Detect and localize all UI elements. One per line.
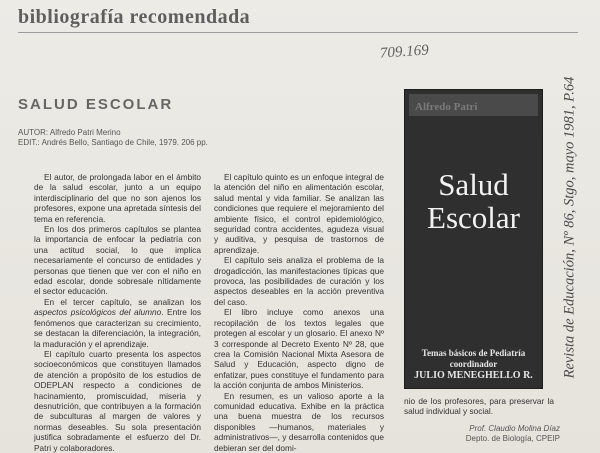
cover-editor: JULIO MENEGHELLO R. bbox=[414, 370, 533, 381]
cover-subtitle-block bbox=[407, 348, 540, 381]
paragraph: En resumen, es un valioso aporte a la comunidad educativa. Exhibe en la práctica una buena muestra de los recursos disponibles —humanos, materiales y administrativos—, y desarrolla contenidos que debieran ser del domi- bbox=[214, 390, 384, 453]
paragraph-text: En el tercer capítulo, se analizan los bbox=[44, 296, 201, 307]
edition-line: EDIT.: Andrés Bello, Santiago de Chile, 1979. 206 pp. bbox=[18, 138, 208, 147]
paragraph: El capítulo quinto es un enfoque integral de la atención del niño en alimentación escolar, salud mental y vida familiar. Se analizan las condiciones que requiere el mejoramiento del ambiente físico, el control epidemiológico, seguridad contra accidentes, agudeza visual y auditiva, y pesquisa de trastornos de aprendizaje. bbox=[214, 172, 384, 255]
reviewer-department: Depto. de Biología, CPEIP bbox=[465, 434, 560, 443]
handwritten-citation bbox=[545, 12, 595, 442]
cover-header-band bbox=[409, 94, 538, 116]
review-column-2 bbox=[214, 172, 384, 453]
catalog-number-note: 709.169 bbox=[379, 42, 430, 62]
author-line: AUTOR: Alfredo Patri Merino bbox=[18, 128, 121, 137]
book-title: SALUD ESCOLAR bbox=[18, 96, 174, 113]
paragraph: El capítulo cuarto presenta los aspectos socioeconómicos que constituyen llamados de atención a propósito de los estudios de ODEPLAN respecto a condiciones de hacinamiento, promiscuidad, miseria y desnutrición, que contribuyen a la formación de subculturas al margen de valores y normas deseables. Su sola presentación justifica sobradamente el esfuerzo del Dr. Patri y colaboradores. bbox=[34, 348, 201, 453]
cover-subtitle: Temas básicos de Pediatría bbox=[421, 348, 526, 358]
cover-title-line-1: Salud bbox=[438, 167, 509, 202]
header-divider bbox=[18, 32, 578, 33]
reviewer-signature bbox=[460, 424, 560, 444]
paragraph: El capítulo seis analiza el problema de la drogadicción, las manifestaciones típicas que provoca, las posibilidades de curación y los aspectos deseables en la acción preventiva del caso. bbox=[214, 255, 384, 307]
cover-title bbox=[407, 168, 540, 234]
cover-coordinator-label: coordinador bbox=[449, 359, 498, 369]
handwritten-citation-text: Revista de Educación, Nº 86, Stgo, mayo 1981, P.64 bbox=[561, 76, 578, 378]
paragraph: El libro incluye como anexos una recopilación de los textos legales que protegen al escolar y un glosario. El anexo Nº 3 corresponde al Decreto Exento Nº 28, que crea la Comisión Nacional Mixta Asesora de Salud y Educación, aspecto digno de enfatizar, pues constituye el fundamento para la acción conjunta de ambos Ministerios. bbox=[214, 307, 384, 391]
paragraph: El autor, de prolongada labor en el ámbito de la salud escolar, junto a un equipo interdisciplinario del que no son ajenos los profesores, expone una apretada síntesis del tema en referencia. bbox=[34, 172, 201, 224]
section-heading: bibliografía recomendada bbox=[18, 6, 251, 28]
book-byline bbox=[18, 128, 208, 148]
cover-author: Alfredo Patri bbox=[415, 101, 478, 113]
paragraph: nio de los profesores, para preservar la salud individual y social. bbox=[404, 396, 554, 417]
cover-title-line-2: Escolar bbox=[427, 200, 520, 235]
review-column-1 bbox=[34, 172, 201, 453]
paragraph bbox=[34, 297, 201, 349]
book-cover-image bbox=[404, 89, 543, 389]
review-column-3 bbox=[404, 396, 554, 417]
emphasis-text: aspectos psicológicos del alumno bbox=[34, 307, 162, 318]
reviewer-name: Prof. Claudio Molina Díaz bbox=[469, 424, 560, 433]
paragraph: En los dos primeros capítulos se plantea la importancia de enfocar la pediatría con una actitud social, lo que implica necesariamente el concurso de entidades y personas que tienen que ver con el niño en edad escolar, donde sobresale nítidamente el sector educación. bbox=[34, 224, 201, 297]
paragraph-text: . Entre los fenómenos que caracterizan su crecimiento, se destacan la diferenciación, la integración, la maduración y el aprendizaje. bbox=[34, 307, 201, 349]
